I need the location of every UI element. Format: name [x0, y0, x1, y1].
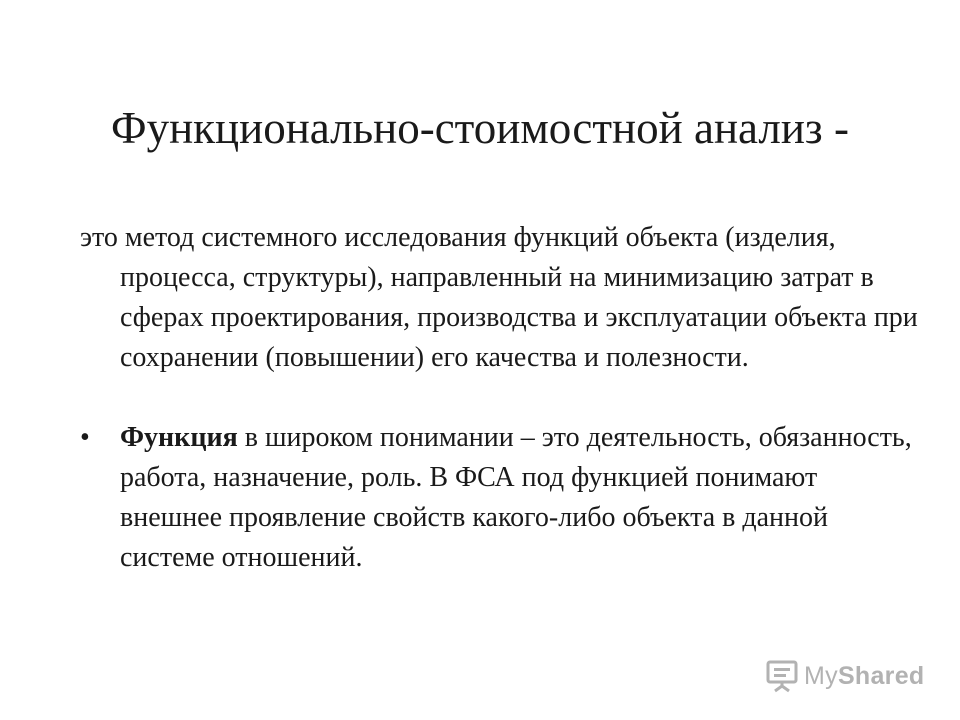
- presentation-screen-icon: [766, 659, 798, 693]
- myshared-watermark: [766, 656, 925, 696]
- bullet-term: Функция: [120, 422, 238, 453]
- bullet-item-function: [80, 418, 920, 578]
- bullet-marker: •: [80, 422, 90, 453]
- watermark-text: MyShared: [804, 661, 925, 690]
- definition-paragraph: это метод системного исследования функций объекта (изделия, процесса, структуры), направленный на минимизацию затрат в сферах проектирования, производства и эксплуатации объекта при сохранении (повышении) его качества и полезности.: [80, 222, 918, 373]
- slide-title: Функционально-стоимостной анализ -: [111, 103, 849, 153]
- bullet-text: в широком понимании – это деятельность, обязанность, работа, назначение, роль. В ФСА под функцией понимают внешнее проявление свойств какого-либо объекта в данной системе отношений.: [120, 422, 912, 573]
